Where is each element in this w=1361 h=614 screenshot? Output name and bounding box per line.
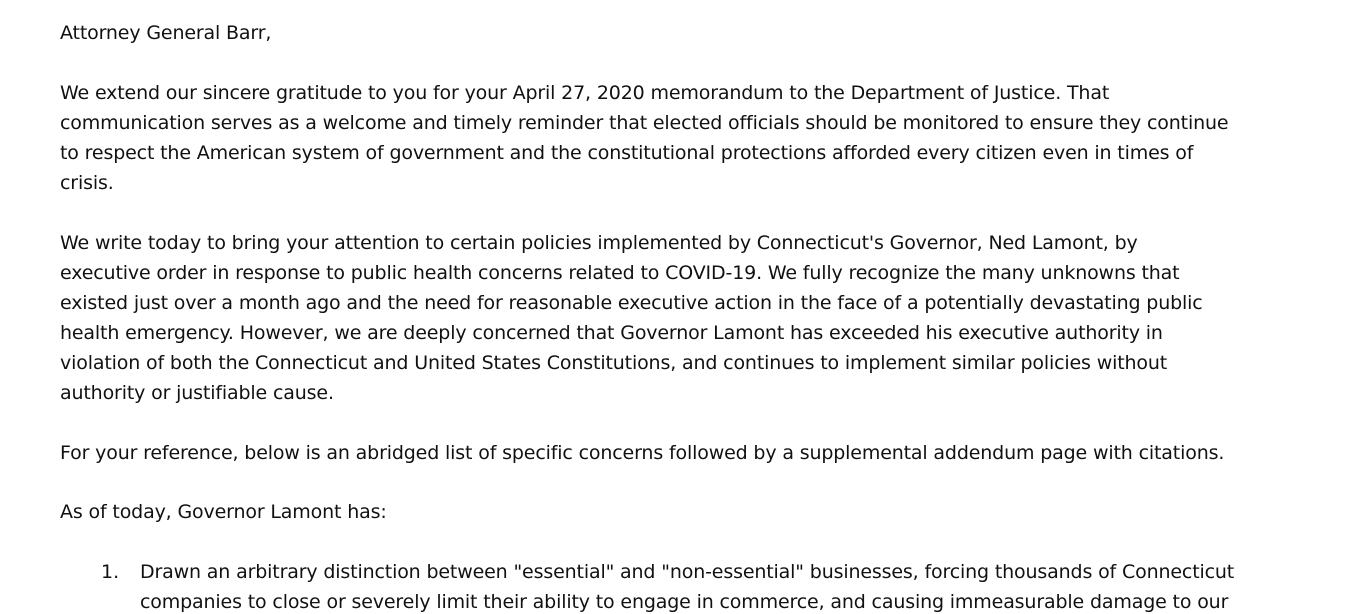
paragraph-line: existed just over a month ago and the need for reasonable executive action in the face of a potentially devastating public: [60, 292, 1203, 314]
paragraph-line: We extend our sincere gratitude to you for your April 27, 2020 memorandum to the Department of Justice. That: [60, 82, 1110, 104]
paragraph-intro-list: As of today, Governor Lamont has:: [60, 501, 387, 523]
paragraph-line: to respect the American system of government and the constitutional protections afforded every citizen even in times of: [60, 142, 1194, 164]
paragraph-reference: For your reference, below is an abridged list of specific concerns followed by a supplemental addendum page with citations.: [60, 442, 1225, 464]
paragraph-line: authority or justifiable cause.: [60, 382, 334, 404]
paragraph-line: executive order in response to public health concerns related to COVID-19. We fully recognize the many unknowns that: [60, 262, 1180, 284]
salutation: Attorney General Barr,: [60, 22, 272, 44]
list-item-number: 1.: [101, 561, 120, 583]
paragraph-line: communication serves as a welcome and timely reminder that elected officials should be monitored to ensure they continue: [60, 112, 1229, 134]
paragraph-line: violation of both the Connecticut and United States Constitutions, and continues to implement similar policies without: [60, 352, 1168, 374]
paragraph-line: crisis.: [60, 172, 114, 194]
list-item-line: Drawn an arbitrary distinction between "essential" and "non-essential" businesses, forcing thousands of Connecticut: [140, 561, 1235, 583]
paragraph-line: We write today to bring your attention to certain policies implemented by Connecticut's Governor, Ned Lamont, by: [60, 232, 1138, 254]
list-item-line: companies to close or severely limit their ability to engage in commerce, and causing immeasurable damage to our: [140, 591, 1229, 613]
paragraph-line: health emergency. However, we are deeply concerned that Governor Lamont has exceeded his executive authority in: [60, 322, 1163, 344]
